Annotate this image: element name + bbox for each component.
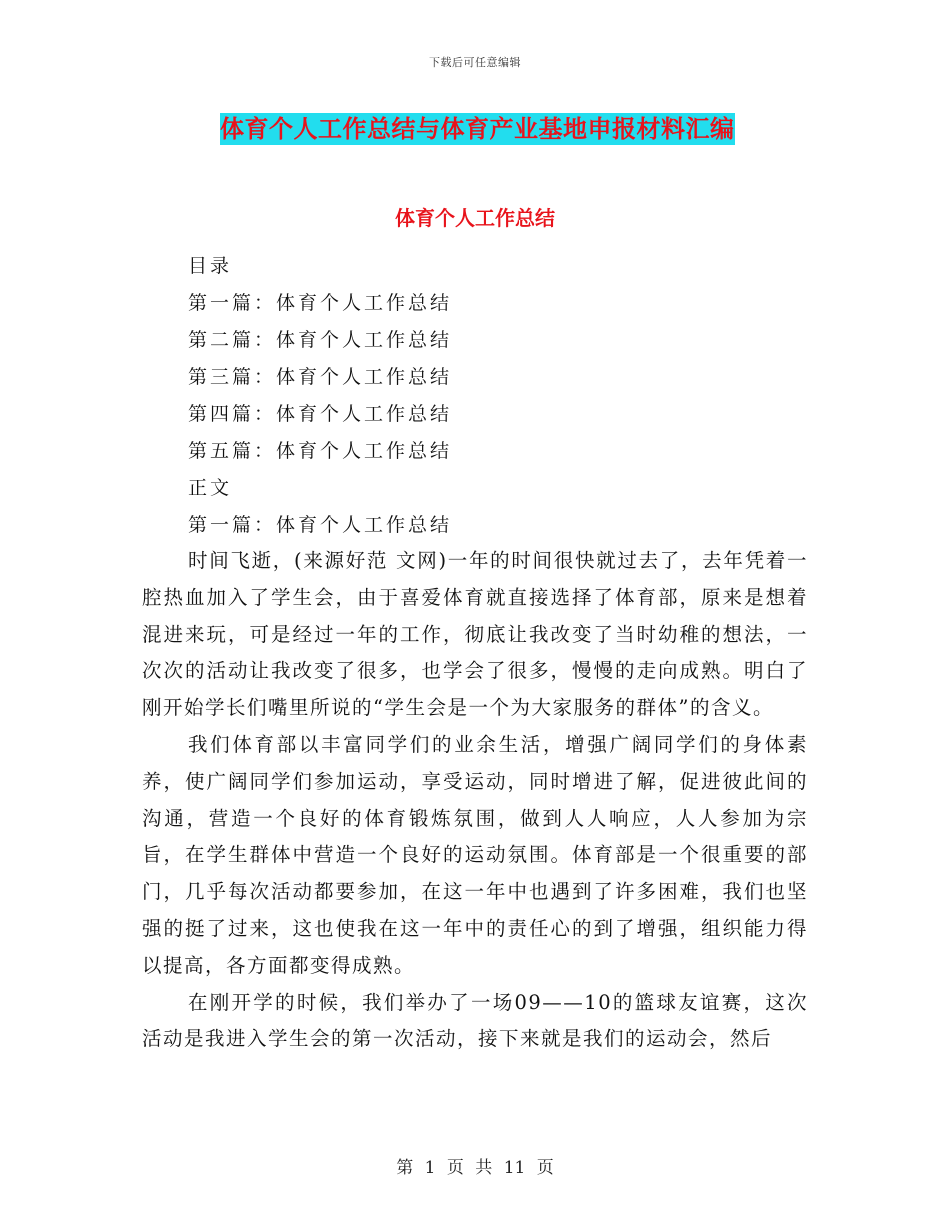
paragraph: 我们体育部以丰富同学们的业余生活，增强广阔同学们的身体素养，使广阔同学们参加运动，享受运动，同时增进了解，促进彼此间的沟通，营造一个良好的体育锻炼氛围，做到人人响应，人人参加为宗旨，在学生群体中营造一个良好的运动氛围。体育部是一个很重要的部门，几乎每次活动都要参加，在这一年中也遇到了许多困难，我们也坚强的挺了过来，这也使我在这一年中的责任心的到了增强，组织能力得以提高，各方面都变得成熟。 (142, 732, 808, 977)
page-number-footer: 第 1 页 共 11 页 (396, 1158, 554, 1178)
page-header-note: 下载后可任意编辑 (429, 56, 521, 69)
toc-item-2: 第二篇：体育个人工作总结 (188, 329, 453, 351)
section-title: 体育个人工作总结 (395, 206, 555, 230)
main-title-container (220, 113, 735, 145)
main-title: 体育个人工作总结与体育产业基地申报材料汇编 (220, 115, 735, 143)
toc-item-5: 第五篇：体育个人工作总结 (188, 440, 453, 462)
toc-item-1: 第一篇：体育个人工作总结 (188, 292, 453, 314)
toc-heading: 目录 (188, 255, 233, 277)
toc-item-3: 第三篇：体育个人工作总结 (188, 366, 453, 388)
paragraph: 时间飞逝，(来源好范 文网)一年的时间很快就过去了，去年凭着一腔热血加入了学生会，由于喜爱体育就直接选择了体育部，原来是想着混进来玩，可是经过一年的工作，彻底让我改变了当时幼稚的想法，一次次的活动让我改变了很多，也学会了很多，慢慢的走向成熟。明白了刚开始学长们嘴里所说的“学生会是一个为大家服务的群体”的含义。 (142, 549, 808, 720)
body-text (142, 543, 808, 1058)
body-heading: 正文 (188, 477, 233, 499)
toc-item-4: 第四篇：体育个人工作总结 (188, 403, 453, 425)
chapter-heading: 第一篇：体育个人工作总结 (188, 514, 453, 536)
paragraph: 在刚开学的时候，我们举办了一场09——10的篮球友谊赛，这次活动是我进入学生会的第一次活动，接下来就是我们的运动会，然后 (142, 990, 808, 1051)
table-of-contents (188, 248, 452, 544)
